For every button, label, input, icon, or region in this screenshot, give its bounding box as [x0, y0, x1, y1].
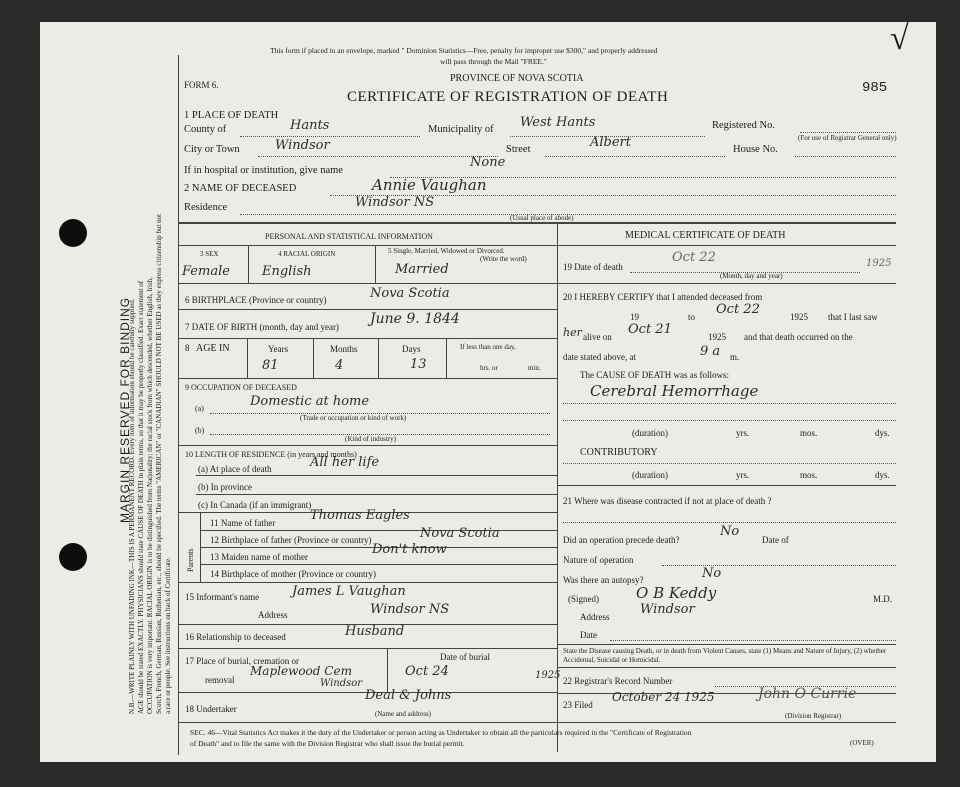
certify-from-year: 19 — [630, 312, 639, 322]
mother-label: 13 Maiden name of mother — [210, 552, 308, 562]
date-death-note: (Month, day and year) — [720, 272, 783, 280]
age-number: 8 — [185, 343, 190, 353]
dys-label-1: dys. — [875, 428, 890, 438]
punch-hole-bottom — [59, 543, 87, 571]
grid-top-rule — [178, 222, 896, 224]
informant-address-label: Address — [258, 610, 288, 620]
margin-instructions-3: OCCUPATION is very important. RACIAL ORIGIN is to be distinguished from Nationality; the racial stock from which descended, whether English, Irish, — [146, 277, 154, 714]
right-rule-2 — [557, 485, 896, 486]
q21-line — [563, 522, 896, 523]
row-rule-14 — [178, 648, 557, 649]
sex-label: 3 SEX — [200, 250, 219, 258]
sec46-line-2: of Death" and to file the same with the Division Registrar who shall issue the burial permit. — [190, 739, 465, 748]
informant-label: 15 Informant's name — [185, 592, 260, 602]
occupation-label: 9 OCCUPATION OF DECEASED — [185, 383, 297, 392]
margin-binding-text: MARGIN RESERVED FOR BINDING — [118, 296, 132, 523]
city-value: Windsor — [275, 138, 330, 153]
notice-line-2: will pass through the Mail "FREE." — [440, 57, 547, 66]
nature-operation-label: Nature of operation — [563, 555, 634, 565]
age-sep-4 — [446, 338, 447, 378]
length-residence-label: 10 LENGTH OF RESIDENCE (in years and months) — [185, 450, 357, 459]
cause-line-2 — [563, 420, 896, 421]
burial-label: 17 Place of burial, cremation or — [185, 656, 299, 666]
medical-header: MEDICAL CERTIFICATE OF DEATH — [625, 230, 786, 241]
filed-label: 23 Filed — [563, 700, 593, 710]
marital-value: Married — [395, 262, 449, 277]
right-rule-1 — [557, 283, 896, 284]
yrs-label-2: yrs. — [736, 470, 750, 480]
margin-instructions-1: N.B.—WRITE PLAINLY WITH UNFADING INK—THIS IS A PERMANENT RECORD. Every item of information should be carefully supplied. — [128, 298, 136, 714]
form-number: FORM 6. — [184, 80, 219, 90]
registered-note: (For use of Registrar General only) — [798, 134, 897, 142]
time-value: 9 a — [700, 344, 721, 359]
row-rule-5 — [178, 445, 557, 446]
certify-label: 20 I HEREBY CERTIFY that I attended deceased from — [563, 292, 763, 302]
house-label: House No. — [733, 144, 778, 155]
street-label: Street — [506, 144, 531, 155]
occupation-note: (Trade or occupation or kind of work) — [300, 414, 407, 422]
right-rule-3 — [557, 644, 896, 645]
attended-year-value: 1925 — [790, 312, 808, 322]
sec46-line-1: SEC. 46—Vital Statistics Act makes it the duty of the Undertaker or person acting as Undertaker to obtain all the particulars required in the "Certificate of Registration — [190, 728, 692, 737]
check-mark: √ — [890, 20, 909, 57]
row-rule-11 — [200, 564, 557, 565]
age-sep-3 — [378, 338, 379, 378]
col-sep-1 — [248, 245, 249, 283]
and-death-label: and that death occurred on the — [744, 332, 853, 342]
margin-rule — [178, 55, 179, 755]
institution-label: If in hospital or institution, give name — [184, 165, 343, 176]
city-line — [258, 156, 498, 157]
duration-label-2: (duration) — [632, 470, 668, 480]
mos-label-1: mos. — [800, 428, 818, 438]
signed-value: O B Keddy — [636, 584, 717, 602]
days-label: Days — [402, 344, 421, 354]
residence-label: Residence — [184, 202, 228, 213]
row-rule-4 — [178, 378, 557, 379]
residence-value: Windsor NS — [355, 195, 435, 210]
undertaker-note: (Name and address) — [375, 710, 431, 718]
county-value: Hants — [290, 118, 330, 133]
years-value: 81 — [262, 358, 279, 373]
notice-line-1: This form if placed in an envelope, marked " Dominion Statistics—Free, penalty for improper use $300," and properly addressed — [270, 46, 658, 55]
age-sep-2 — [313, 338, 314, 378]
mother-value: Don't know — [372, 542, 447, 557]
m-label: m. — [730, 352, 740, 362]
date-death-year: 1925 — [866, 258, 892, 269]
alive-on-label: alive on — [583, 332, 612, 342]
father-label: 11 Name of father — [210, 518, 276, 528]
dob-label: 7 DATE OF BIRTH (month, day and year) — [185, 322, 339, 332]
undertaker-value: Deal & Johns — [365, 688, 452, 703]
burial-place-value: Maplewood Cem — [250, 664, 352, 678]
division-registrar-label: (Division Registrar) — [785, 712, 842, 720]
city-label: City or Town — [184, 144, 240, 155]
county-label: County of — [184, 124, 227, 135]
father-birthplace-value: Nova Scotia — [420, 526, 500, 541]
less-than-day-label: If less than one day, — [460, 343, 516, 351]
autopsy-value: No — [702, 566, 722, 581]
certify-to-label: to — [688, 312, 696, 322]
sex-value: Female — [182, 264, 230, 279]
last-saw-label: that I last saw — [828, 312, 878, 322]
months-label: Months — [330, 344, 358, 354]
registered-no-label: Registered No. — [712, 120, 775, 131]
record-number-label: 22 Registrar's Record Number — [563, 676, 673, 686]
saw-prefix-value: her — [563, 326, 582, 339]
industry-note: (Kind of industry) — [345, 435, 396, 443]
burial-date-value: Oct 24 — [405, 664, 449, 679]
stamp-number: 985 — [862, 80, 888, 96]
contrib-line — [563, 463, 896, 464]
days-value: 13 — [410, 357, 427, 372]
med-address-value: Windsor — [640, 602, 695, 617]
signed-label: (Signed) — [568, 594, 599, 604]
row-rule-3 — [178, 338, 557, 339]
autopsy-label: Was there an autopsy? — [563, 575, 644, 585]
row-rule-9 — [200, 530, 557, 531]
father-birthplace-label: 12 Birthplace of father (Province or country) — [210, 535, 372, 545]
residence-note: (Usual place of abode) — [510, 214, 574, 222]
min-label: min. — [528, 364, 541, 372]
operation-value: No — [720, 524, 740, 539]
alive-year-value: 1925 — [708, 332, 726, 342]
marital-label: 5 Single, Married, Widowed or Divorced. — [388, 247, 505, 255]
header-rule — [178, 245, 896, 246]
street-value: Albert — [590, 135, 631, 150]
father-value: Thomas Eagles — [310, 508, 410, 523]
name-label: 2 NAME OF DECEASED — [184, 183, 297, 194]
removal-label: removal — [205, 675, 235, 685]
personal-header: PERSONAL AND STATISTICAL INFORMATION — [265, 232, 433, 241]
violent-causes-note: State the Disease causing Death, or in death from Violent Causes, state (1) Means and Nature of Injury, (2) whether Accidental, Suicidal or Homicidal. — [563, 647, 887, 664]
row-rule-1 — [178, 283, 557, 284]
cause-line-1 — [563, 403, 896, 404]
date-death-value: Oct 22 — [672, 250, 716, 265]
county-line — [240, 136, 420, 137]
birthplace-value: Nova Scotia — [370, 286, 450, 301]
province-heading: PROVINCE OF NOVA SCOTIA — [450, 73, 584, 84]
attended-to-value: Oct 22 — [716, 302, 760, 317]
age-sep-1 — [247, 338, 248, 378]
place-of-death-label: 1 PLACE OF DEATH — [184, 110, 279, 121]
occupation-value: Domestic at home — [250, 394, 370, 409]
over-label: (OVER) — [850, 739, 874, 747]
margin-instructions-5: a race or people. See instructions on back of Certificate. — [164, 557, 172, 714]
undertaker-label: 18 Undertaker — [185, 704, 237, 714]
q21-label: 21 Where was disease contracted if not at place of death ? — [563, 496, 772, 506]
burial-place-town: Windsor — [320, 678, 363, 689]
relationship-label: 16 Relationship to deceased — [185, 632, 286, 642]
certificate-title: CERTIFICATE OF REGISTRATION OF DEATH — [347, 89, 669, 105]
duration-label-1: (duration) — [632, 428, 668, 438]
mother-birthplace-label: 14 Birthplace of mother (Province or country) — [210, 569, 376, 579]
nature-line — [662, 565, 896, 566]
house-line — [795, 156, 896, 157]
at-place-value: All her life — [310, 455, 380, 470]
at-place-label: (a) At place of death — [198, 464, 272, 474]
marital-note: (Write the word) — [480, 255, 527, 263]
med-date-label: Date — [580, 630, 597, 640]
registrar-signature: John O Currie — [758, 686, 857, 702]
informant-address-value: Windsor NS — [370, 602, 450, 617]
right-rule-4 — [557, 667, 896, 668]
racial-label: 4 RACIAL ORIGIN — [278, 250, 336, 258]
cause-value: Cerebral Hemorrhage — [590, 382, 759, 400]
date-of-label: Date of — [762, 535, 789, 545]
age-label: AGE IN — [196, 343, 230, 354]
municipality-value: West Hants — [520, 115, 596, 130]
birthplace-label: 6 BIRTHPLACE (Province or country) — [185, 295, 327, 305]
informant-value: James L Vaughan — [292, 584, 406, 599]
burial-year-value: 1925 — [535, 670, 561, 681]
institution-value: None — [470, 155, 506, 170]
margin-instructions-4: Scotch, French, German, Russian, Ruthenian, etc., should be specified. The terms "AMERICAN" or "CANADIAN" SHOULD NOT BE USED as they express citizenship but not — [155, 213, 163, 714]
occ-b-label: (b) — [195, 426, 205, 435]
bottom-rule — [178, 722, 896, 723]
margin-instructions-2: AGE should be stated EXACTLY. PHYSICIANS should state CAUSE OF DEATH in plain terms, so that it may be properly classified. Exact statement of — [137, 280, 145, 714]
in-province-label: (b) In province — [198, 482, 252, 492]
registered-no-line — [800, 132, 896, 133]
in-canada-label: (c) In Canada (if an immigrant) — [198, 500, 312, 510]
row-rule-12 — [178, 582, 557, 583]
dob-value: June 9. 1844 — [370, 311, 460, 327]
operation-label: Did an operation precede death? — [563, 535, 680, 545]
row-rule-6 — [196, 475, 557, 476]
street-line — [545, 156, 725, 157]
date-burial-label: Date of burial — [440, 652, 490, 662]
name-value: Annie Vaughan — [372, 176, 487, 194]
date-death-label: 19 Date of death — [563, 262, 623, 272]
filed-value: October 24 1925 — [612, 690, 715, 704]
row-rule-2 — [178, 309, 557, 310]
row-rule-7 — [196, 494, 557, 495]
burial-sep — [387, 648, 388, 692]
relationship-value: Husband — [345, 624, 405, 639]
med-address-label: Address — [580, 612, 610, 622]
md-label: M.D. — [873, 594, 893, 604]
med-date-line — [610, 640, 896, 641]
dys-label-2: dys. — [875, 470, 890, 480]
hrs-label: hrs. or — [480, 364, 498, 372]
alive-on-value: Oct 21 — [628, 322, 672, 337]
racial-value: English — [262, 264, 312, 279]
municipality-label: Municipality of — [428, 124, 494, 135]
parents-label: Parents — [186, 548, 195, 572]
contributory-label: CONTRIBUTORY — [580, 447, 658, 458]
occ-a-label: (a) — [195, 404, 204, 413]
col-sep-2 — [375, 245, 376, 283]
cause-label: The CAUSE OF DEATH was as follows: — [580, 370, 729, 380]
years-label: Years — [268, 344, 289, 354]
mos-label-2: mos. — [800, 470, 818, 480]
date-stated-label: date stated above, at — [563, 352, 636, 362]
punch-hole-top — [59, 219, 87, 247]
yrs-label-1: yrs. — [736, 428, 750, 438]
months-value: 4 — [335, 358, 344, 373]
